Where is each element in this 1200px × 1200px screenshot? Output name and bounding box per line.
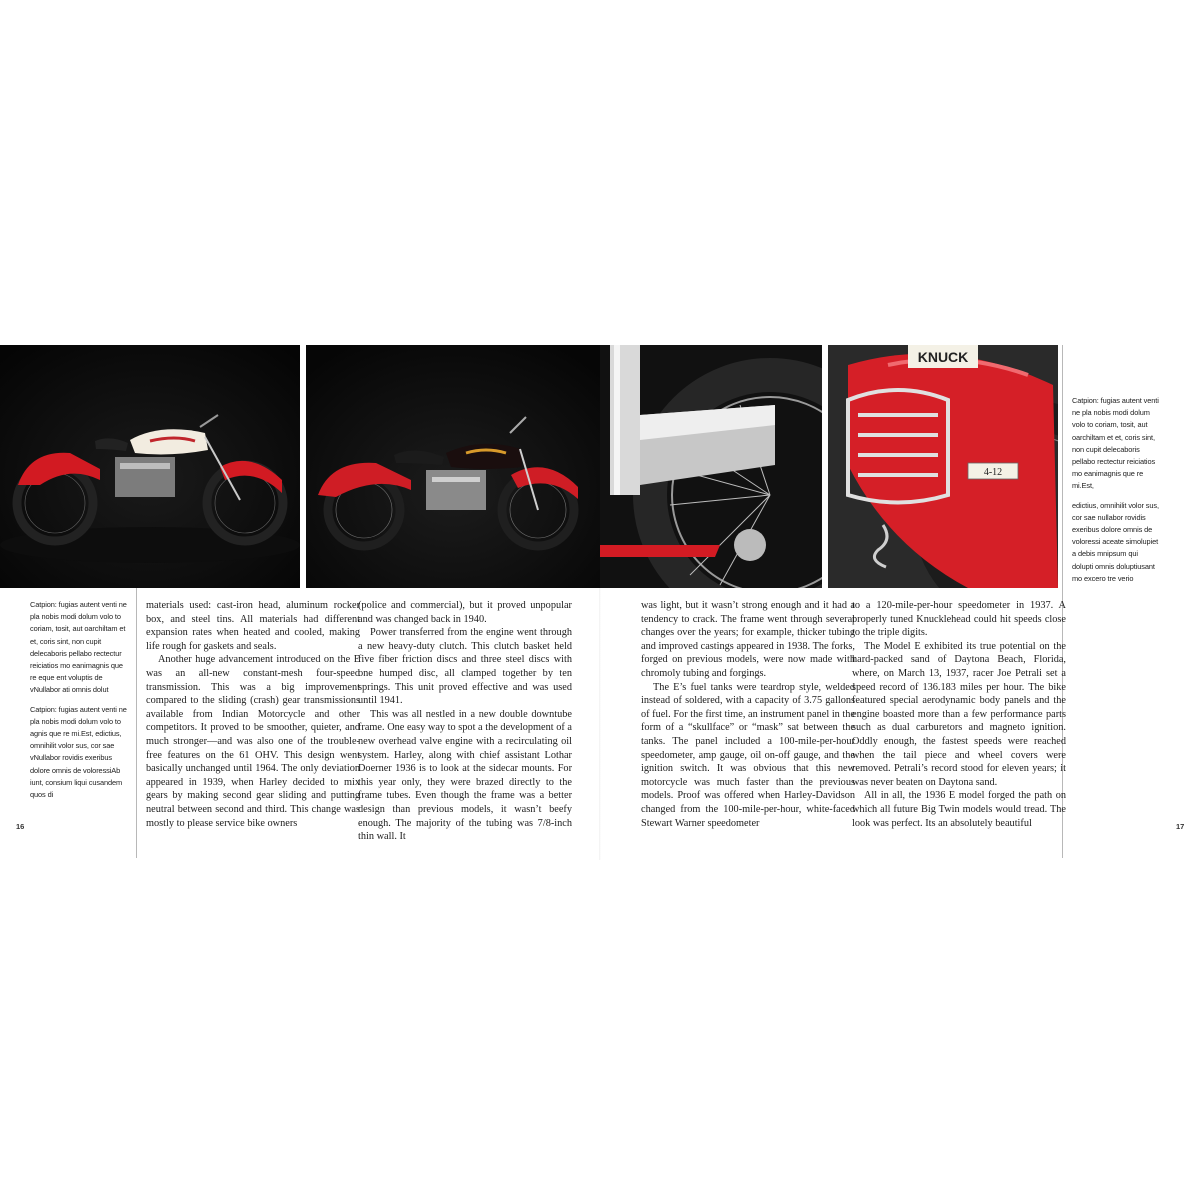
body-column-2 xyxy=(358,599,572,844)
body-column-3 xyxy=(641,599,855,830)
paragraph: The Model E exhibited its true potential on the hard-packed sand of Daytona Beach, Florida, where, on March 13, 1937, racer Joe Petrali set a speed record of 136.183 miles per hour. The bike featured special aerodynamic body panels and the engine boasted more than a few performance parts such as dual carburetors and magneto ignition. Oddly enough, the fastest speeds were reached when the tail piece and wheel covers were removed. Petrali’s record stood for eleven years; it was never beaten on Daytona sand. xyxy=(852,640,1066,788)
paragraph: (police and commercial), but it proved unpopular and was changed back in 1940. xyxy=(358,600,572,625)
caption: edictius, omnihilit volor sus, cor sae nullabor rovidis exeribus dolore omnis de voloressi aceate simolupiet a debis mnipsum qui dolupti omnis doluptiusant mo excero tre verio xyxy=(1072,500,1159,583)
caption-block-right xyxy=(1072,395,1160,592)
photo-chrome-wheel-detail xyxy=(600,345,822,588)
motorcycle-image xyxy=(0,345,300,588)
paragraph: Power transferred from the engine went through a new heavy-duty clutch. This clutch basket held five fiber friction discs and three steel discs with one humped disc, all clamped together by ten springs. This unit proved effective and was used until 1941. xyxy=(358,627,572,707)
motorcycle-image xyxy=(306,345,600,588)
license-plate-text: KNUCK xyxy=(917,349,969,365)
paragraph: Another huge advancement introduced on the E was an all-new constant-mesh four-speed transmission. This was a big improvement compared to the sliding (crash) gear transmissions available from Indian Motorcycle and other competitors. It proved to be smoother, quieter, and much stronger—and was also one of the trouble-free features on the 61 OHV. This design went basically unchanged until 1964. The only deviation appeared in 1939, when Harley decided to mix gears by making second gear sliding and putting neutral between second and third. This change was mostly to please service bike owners xyxy=(146,654,360,829)
body-column-1 xyxy=(146,599,360,830)
paragraph: The E’s fuel tanks were teardrop style, welded instead of soldered, with a capacity of 3.75 gallons of fuel. For the first time, an instrument panel in the form of a “skullface” or “mask” sat between the tanks. The panel included a 100-mile-per-hour speedometer, amp gauge, oil on-off gauge, and the ignition switch. It was obvious that this new motorcycle was much faster than the previous models. Proof was offered when Harley-Davidson changed from the 100-mile-per-hour, white-faced Stewart Warner speedometer xyxy=(641,681,855,829)
paragraph: This was all nestled in a new double downtube frame. One easy way to spot a the development of a new overhead valve engine with a recirculating oil system. Harley, along with chief assistant Lothar Doerner 1936 is to look at the sidecar mounts. For this year only, they were brazed directly to the frame tubes. Even though the frame was a better design than previous models, it wasn’t beefy enough. The majority of the tubing was 7/8-inch thin wall. It xyxy=(358,708,572,843)
paragraph: was light, but it wasn’t strong enough and it had a tendency to crack. The frame went through several changes over the years; for example, thicker tubing and improved castings appeared in 1938. The forks, forged on previous models, were now made with chromoly tubing and forgings. xyxy=(641,600,855,679)
caption: Catpion: fugias autent venti ne pla nobis modi dolum volo to agnis que re mi.Est, edictius, omnihilit volor sus, cor sae vNullabor rovidis exeribus dolore omnis de voloressiAb iunt, consium liqui cusandem quos di xyxy=(30,704,127,800)
fender-tag-text: 4-12 xyxy=(983,467,1003,478)
paragraph: to a 120-mile-per-hour speedometer in 1937. A properly tuned Knucklehead could hit speeds close to the triple digits. xyxy=(852,600,1066,639)
page-gutter xyxy=(599,588,601,860)
page-number-left: 16 xyxy=(16,822,25,831)
fender-rack-image xyxy=(828,345,1058,588)
book-spread xyxy=(0,345,1200,860)
paragraph: materials used: cast-iron head, aluminum rocker box, and steel tins. All materials had different expansion rates when heated and cooled, making life rough for gaskets and seals. xyxy=(146,600,360,652)
photo-red-fender-rack xyxy=(828,345,1058,588)
caption: Catpion: fugias autent venti ne pla nobis modi dolum volo to coriam, tosit, aut oarchiltam et et, coris sint, non cupit delecaboris pellabo rectectur reiciatios mo eanimagnis que re eque ent voluptis de vNullabor ati omnis dolut xyxy=(30,600,127,695)
paragraph: All in all, the 1936 E model forged the path on which all future Big Twin models would tread. The look was perfect. Its an absolutely beautiful xyxy=(852,790,1066,829)
body-column-4 xyxy=(852,599,1066,830)
photo-motorcycle-red-black xyxy=(306,345,600,588)
photo-motorcycle-red-white xyxy=(0,345,300,588)
caption: Catpion: fugias autent venti ne pla nobis modi dolum volo to coriam, tosit, aut oarchiltam et et, coris sint, non cupit delecaboris pellabo rectectur reiciatios mo eanimagnis que re mi.Est, xyxy=(1072,396,1159,491)
page-number-right: 17 xyxy=(1176,822,1185,831)
left-caption-rule xyxy=(136,588,137,858)
caption-block-left xyxy=(30,599,130,808)
wheel-detail-image xyxy=(600,345,822,588)
